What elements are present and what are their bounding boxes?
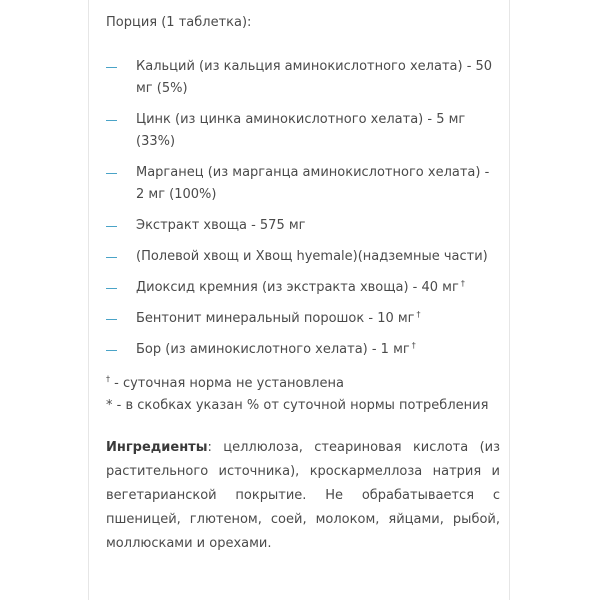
list-item bbox=[106, 246, 500, 268]
list-item bbox=[106, 215, 500, 237]
list-item bbox=[106, 162, 500, 206]
footnote-asterisk: * - в скобках указан % от суточной нормы потребления bbox=[106, 398, 489, 413]
dash-bullet-icon bbox=[106, 173, 117, 174]
footnotes bbox=[106, 373, 500, 417]
dash-bullet-icon bbox=[106, 226, 117, 227]
item-text: Кальций (из кальция аминокислотного хелата) - 50 мг (5%) bbox=[136, 59, 493, 96]
list-item bbox=[106, 56, 500, 100]
list-item bbox=[106, 109, 500, 153]
item-text: Диоксид кремния (из экстракта хвоща) - 40 мг bbox=[136, 280, 459, 295]
dagger-mark: † bbox=[411, 340, 416, 350]
dash-bullet-icon bbox=[106, 288, 117, 289]
serving-header: Порция (1 таблетка): bbox=[106, 15, 252, 30]
list-item bbox=[106, 339, 500, 361]
item-text: (Полевой хвощ и Хвощ hyemale)(надземные части) bbox=[136, 249, 488, 264]
item-text: Цинк (из цинка аминокислотного хелата) - 5 мг (33%) bbox=[136, 112, 466, 149]
item-text: Бентонит минеральный порошок - 10 мг bbox=[136, 311, 415, 326]
nutrient-list bbox=[106, 56, 500, 361]
dash-bullet-icon bbox=[106, 120, 117, 121]
dash-bullet-icon bbox=[106, 257, 117, 258]
list-item bbox=[106, 308, 500, 330]
footnote-dagger-mark: † bbox=[106, 374, 110, 384]
list-item bbox=[106, 277, 500, 299]
item-text: Бор (из аминокислотного хелата) - 1 мг bbox=[136, 342, 410, 357]
dash-bullet-icon bbox=[106, 67, 117, 68]
dash-bullet-icon bbox=[106, 319, 117, 320]
item-text: Марганец (из марганца аминокислотного хелата) - 2 мг (100%) bbox=[136, 165, 490, 202]
supplement-facts bbox=[106, 12, 500, 556]
item-text: Экстракт хвоща - 575 мг bbox=[136, 218, 306, 233]
footnote-dagger-text: - суточная норма не установлена bbox=[110, 376, 344, 391]
ingredients-text: : целлюлоза, стеариновая кислота (из растительного источника), кроскармеллоза натрия и вегетарианской покрытие. Не обрабатывается с пшеницей, глютеном, соей, молоком, яйцами, рыбой, моллюсками и орехами. bbox=[106, 440, 500, 551]
ingredients-paragraph bbox=[106, 436, 500, 556]
dash-bullet-icon bbox=[106, 350, 117, 351]
ingredients-label: Ингредиенты bbox=[106, 440, 208, 455]
footnote-dagger bbox=[106, 373, 500, 395]
dagger-mark: † bbox=[460, 278, 465, 288]
dagger-mark: † bbox=[416, 309, 421, 319]
